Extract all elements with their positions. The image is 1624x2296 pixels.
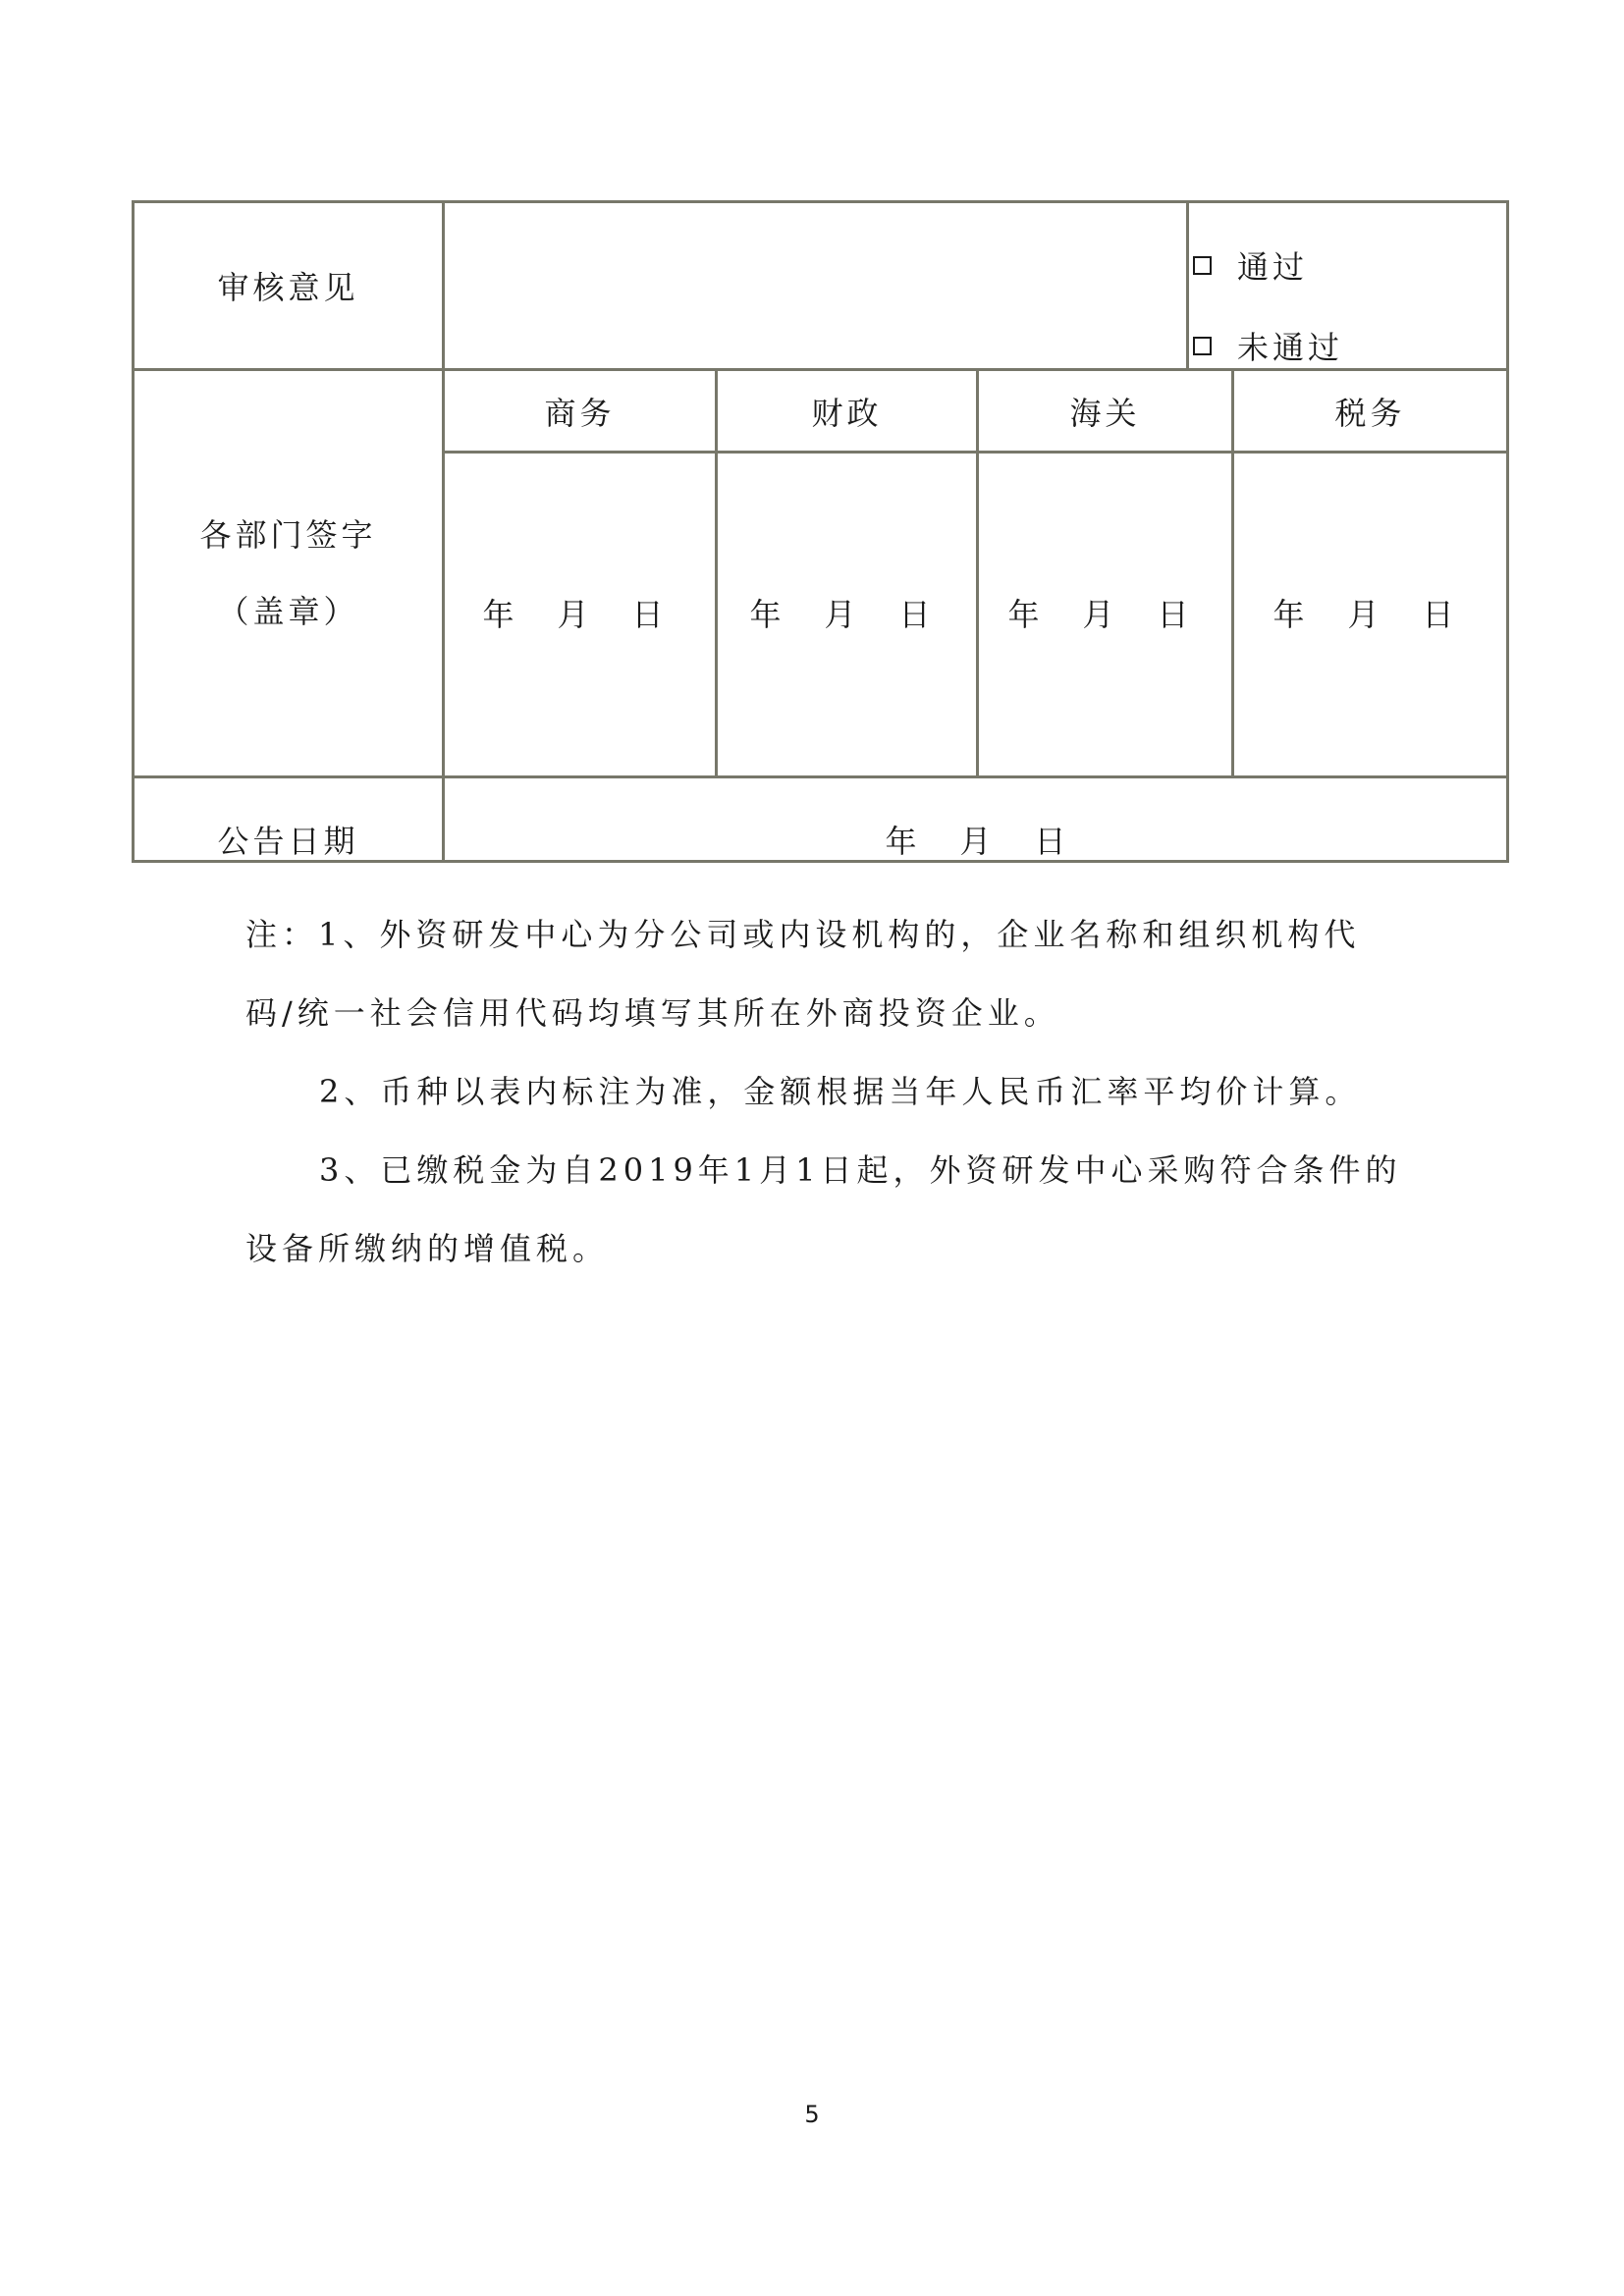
department-finance-label: 财政 — [811, 394, 883, 432]
finance-sign-date — [749, 590, 930, 635]
day-label: 日 — [898, 596, 931, 633]
department-header-row — [134, 370, 1508, 453]
announcement-date-label: 公告日期 — [217, 822, 359, 860]
day-label: 日 — [1422, 596, 1454, 633]
announcement-date-row — [134, 777, 1508, 862]
commerce-sign-date — [482, 590, 663, 635]
rejected-option[interactable] — [1193, 323, 1506, 368]
approval-form-table — [132, 200, 1509, 863]
year-label: 年 — [1007, 596, 1040, 633]
review-opinion-label-cell — [134, 202, 444, 370]
day-label: 日 — [1034, 822, 1066, 860]
review-opinion-row — [134, 202, 1508, 370]
finance-signature-cell[interactable] — [717, 453, 978, 777]
approved-checkbox[interactable] — [1193, 256, 1212, 275]
department-commerce-header — [444, 370, 717, 453]
page-number: 5 — [804, 2101, 820, 2128]
department-signature-label-cell — [134, 370, 444, 777]
month-label: 月 — [959, 822, 992, 860]
announcement-date — [885, 817, 1065, 862]
approved-option[interactable] — [1193, 242, 1506, 288]
department-seal-label: （盖章） — [217, 593, 359, 630]
day-label: 日 — [631, 596, 664, 633]
note-2: 2、币种以表内标注为准，金额根据当年人民币汇率平均价计算。 — [319, 1073, 1362, 1110]
department-customs-label: 海关 — [1069, 394, 1141, 432]
year-label: 年 — [1272, 596, 1305, 633]
year-label: 年 — [885, 822, 917, 860]
review-result-cell — [1188, 202, 1508, 370]
announcement-date-input-cell[interactable] — [444, 777, 1508, 862]
department-tax-label: 税务 — [1334, 394, 1406, 432]
day-label: 日 — [1157, 596, 1189, 633]
department-customs-header — [978, 370, 1233, 453]
customs-signature-cell[interactable] — [978, 453, 1233, 777]
year-label: 年 — [749, 596, 782, 633]
notes-section — [245, 895, 1404, 1288]
note-3: 3、已缴税金为自2019年1月1日起，外资研发中心采购符合条件的设备所缴纳的增值税。 — [245, 1151, 1402, 1267]
department-finance-header — [717, 370, 978, 453]
announcement-date-label-cell — [134, 777, 444, 862]
department-signature-label: 各部门签字 — [199, 516, 377, 554]
rejected-option-label: 未通过 — [1237, 329, 1344, 366]
rejected-checkbox[interactable] — [1193, 337, 1212, 355]
month-label: 月 — [1347, 596, 1380, 633]
department-commerce-label: 商务 — [544, 394, 616, 432]
customs-sign-date — [1007, 590, 1188, 635]
approved-option-label: 通过 — [1237, 248, 1309, 286]
tax-signature-cell[interactable] — [1233, 453, 1508, 777]
review-opinion-input-cell[interactable] — [444, 202, 1188, 370]
note-1: 注：1、外资研发中心为分公司或内设机构的，企业名称和组织机构代码/统一社会信用代码均填写其所在外商投资企业。 — [245, 916, 1361, 1032]
review-opinion-label: 审核意见 — [217, 269, 359, 306]
month-label: 月 — [1082, 596, 1114, 633]
month-label: 月 — [824, 596, 856, 633]
department-tax-header — [1233, 370, 1508, 453]
tax-sign-date — [1272, 590, 1453, 635]
month-label: 月 — [557, 596, 589, 633]
year-label: 年 — [482, 596, 514, 633]
commerce-signature-cell[interactable] — [444, 453, 717, 777]
